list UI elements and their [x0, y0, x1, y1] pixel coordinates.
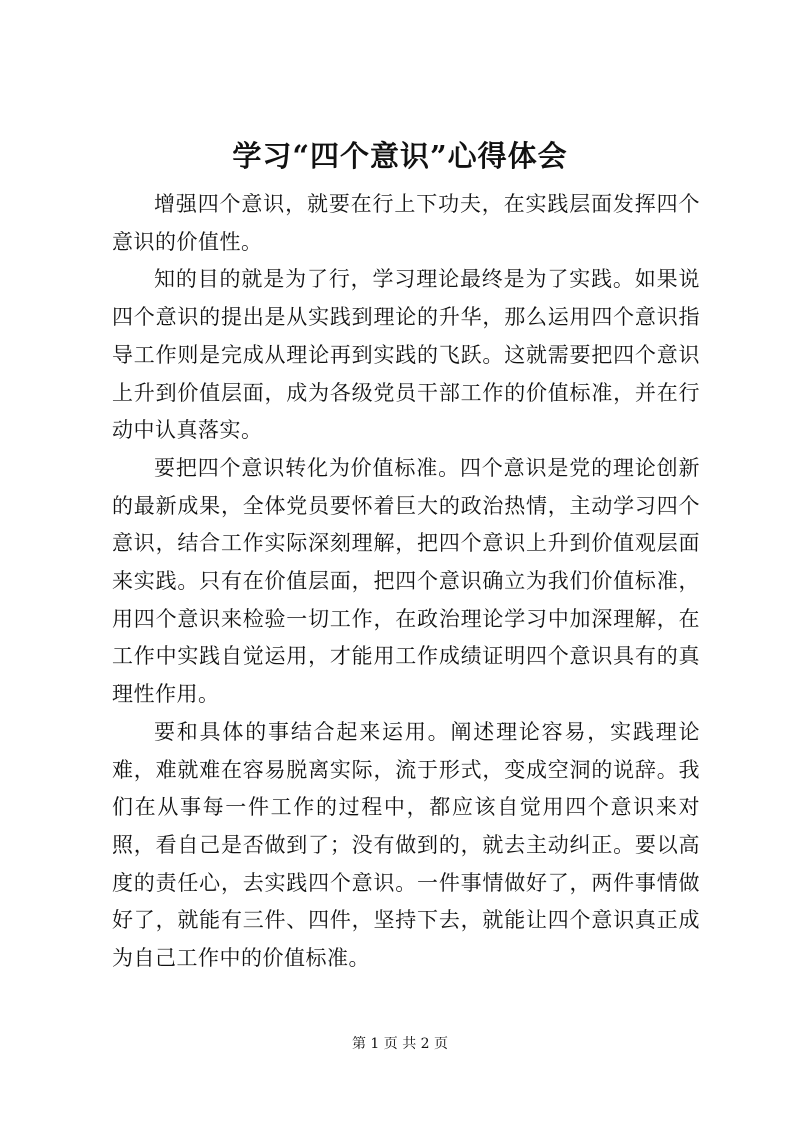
paragraph-4: 要和具体的事结合起来运用。阐述理论容易，实践理论难，难就难在容易脱离实际，流于形式，变成空洞的说辞。我们在从事每一件工作的过程中，都应该自觉用四个意识来对照，看自己是否做到了；没有做到的，就去主动纠正。要以高度的责任心，去实践四个意识。一件事情做好了，两件事情做好了，就能有三件、四件，坚持下去，就能让四个意识真正成为自己工作中的价值标准。 [112, 719, 700, 971]
document-body [112, 186, 700, 978]
paragraph-2: 知的目的就是为了行，学习理论最终是为了实践。如果说四个意识的提出是从实践到理论的升华，那么运用四个意识指导工作则是完成从理论再到实践的飞跃。这就需要把四个意识上升到价值层面，成为各级党员干部工作的价值标准，并在行动中认真落实。 [112, 267, 700, 443]
document-title: 学习“四个意识”心得体会 [232, 139, 568, 173]
page-footer: 第 1 页 共 2 页 [351, 1036, 449, 1052]
paragraph-3: 要把四个意识转化为价值标准。四个意识是党的理论创新的最新成果，全体党员要怀着巨大的政治热情，主动学习四个意识，结合工作实际深刻理解，把四个意识上升到价值观层面来实践。只有在价值层面，把四个意识确立为我们价值标准，用四个意识来检验一切工作，在政治理论学习中加深理解，在工作中实践自觉运用，才能用工作成绩证明四个意识具有的真理性作用。 [112, 455, 700, 707]
paragraph-1: 增强四个意识，就要在行上下功夫，在实践层面发挥四个意识的价值性。 [112, 192, 700, 254]
